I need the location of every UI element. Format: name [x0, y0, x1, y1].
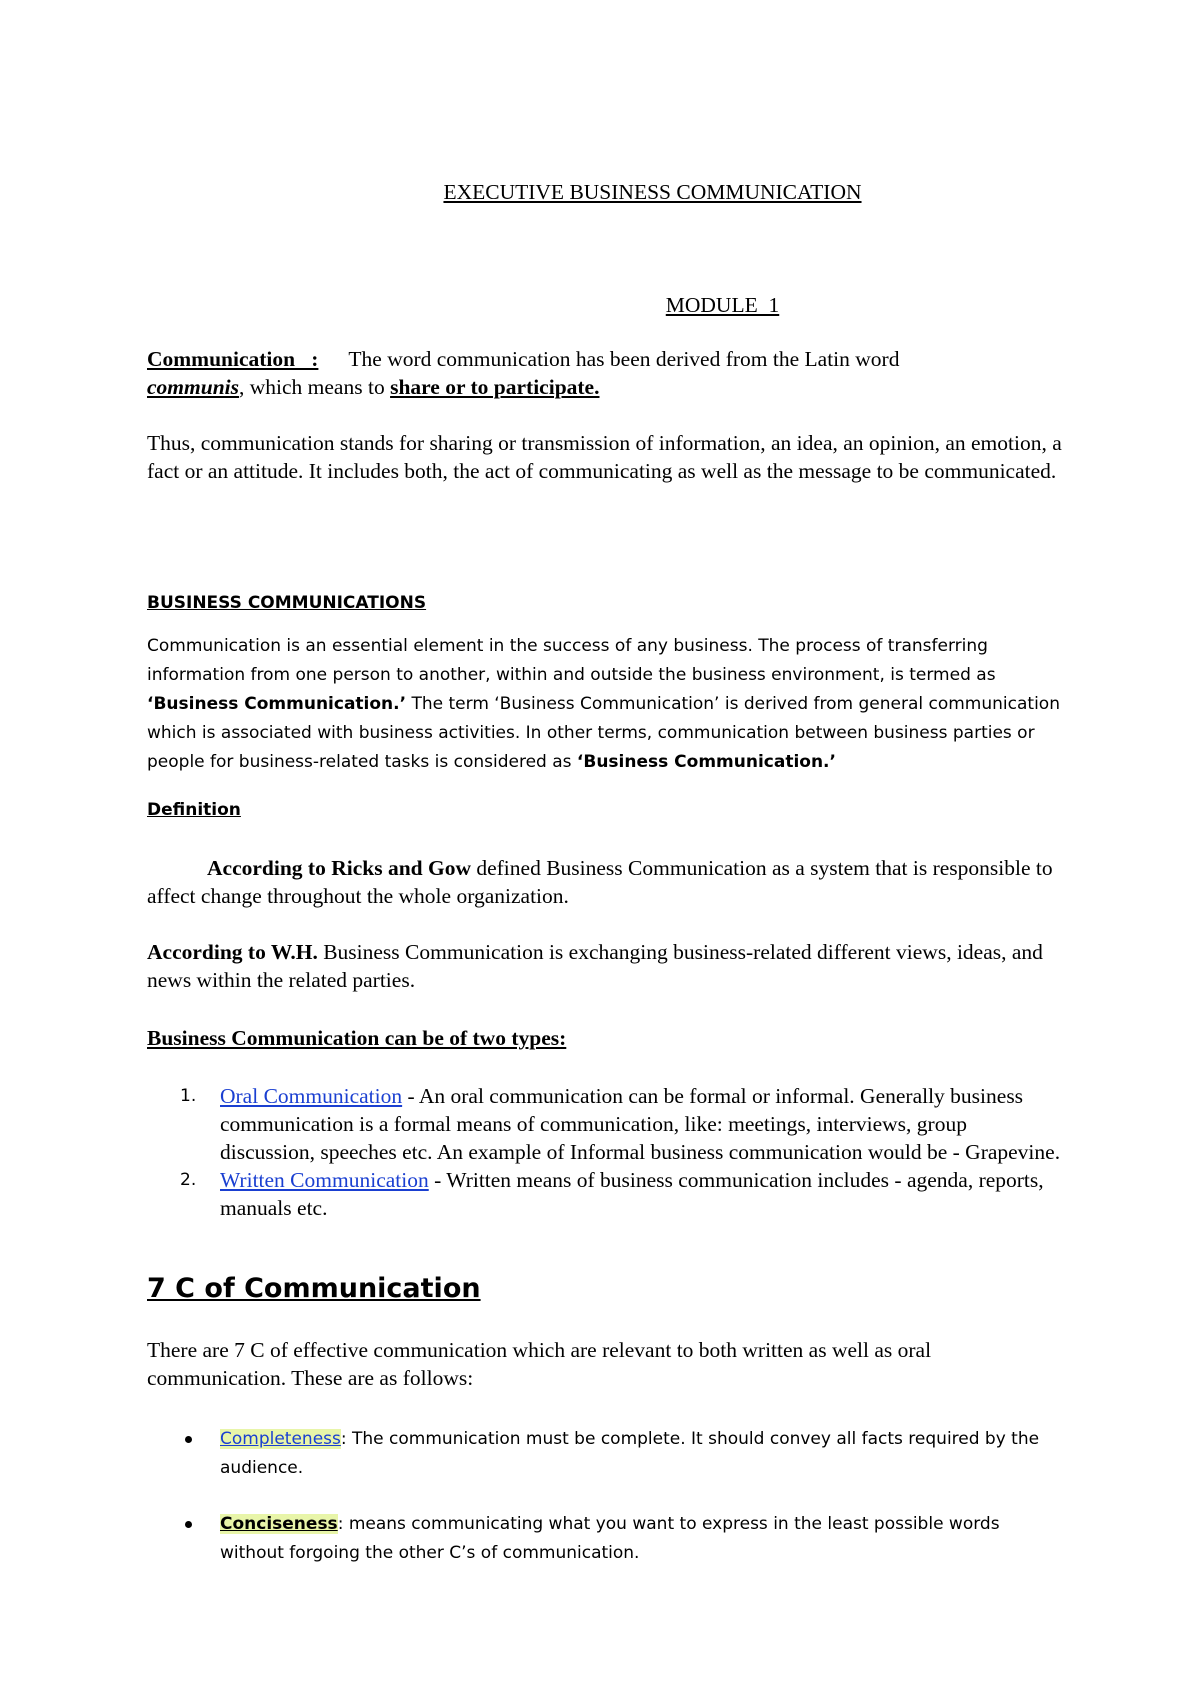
thus-paragraph: Thus, communication stands for sharing or transmission of information, an idea, an opinion, an emotion, a fact or an attitude. It includes both, the act of communicating as well as the message to be communicated.	[147, 431, 1062, 483]
intro-paragraph	[147, 345, 1067, 401]
latin-word: communis	[147, 375, 239, 399]
list-item	[147, 1082, 1067, 1166]
list-item	[147, 1166, 1067, 1222]
written-communication-text: - Written means of business communication includes - agenda, reports, manuals etc.	[220, 1168, 1044, 1220]
def1-lead: According to Ricks and Gow	[207, 856, 471, 880]
definition-ricks-gow	[147, 854, 1067, 910]
oral-communication-text: - An oral communication can be formal or informal. Generally business communication is a formal means of communication, like: meetings, interviews, group discussion, speeches etc. An example of Informal business communication would be - Grapevine.	[220, 1084, 1061, 1164]
list-number: 1.	[180, 1086, 197, 1106]
seven-c-list-2	[147, 1510, 1067, 1568]
bc-quote-1: ‘Business Communication.’	[147, 694, 407, 714]
intro-text-1: The word communication has been derived from the Latin word	[348, 347, 900, 371]
completeness-text: : The communication must be complete. It should convey all facts required by the audience.	[220, 1429, 1040, 1478]
conciseness-term: Conciseness	[220, 1514, 338, 1534]
bc-text-1: Communication is an essential element in the success of any business. The process of transferring information from one person to another, within and outside the business environment, is termed as	[147, 636, 996, 685]
bullet-icon	[185, 1436, 192, 1443]
def1-text: defined Business Communication as a system that is responsible to affect change throughout the whole organization.	[147, 856, 1053, 908]
list-item	[147, 1425, 1067, 1483]
oral-communication-link[interactable]: Oral Communication	[220, 1084, 403, 1108]
written-communication-link[interactable]: Written Communication	[220, 1168, 429, 1192]
conciseness-text: : means communicating what you want to express in the least possible words without forgoing the other C’s of communication.	[220, 1514, 1000, 1563]
intro-text-2: , which means to	[239, 375, 391, 399]
def2-text: Business Communication is exchanging business-related different views, ideas, and news within the related parties.	[147, 940, 1043, 992]
list-number: 2.	[180, 1170, 197, 1190]
meaning-text: share or to participate.	[390, 375, 600, 399]
completeness-link[interactable]: Completeness	[220, 1429, 341, 1449]
module-title: MODULE 1	[665, 293, 780, 317]
bc-quote-2: ‘Business Communication.’	[576, 752, 836, 772]
types-heading: Business Communication can be of two types:	[147, 1026, 567, 1050]
definition-heading: Definition	[147, 800, 241, 820]
communication-term: Communication :	[147, 347, 319, 371]
business-communications-paragraph	[147, 632, 1067, 777]
definition-wh	[147, 938, 1067, 994]
business-communications-heading: BUSINESS COMMUNICATIONS	[147, 593, 427, 613]
seven-c-heading: 7 C of Communication	[147, 1273, 481, 1304]
bullet-icon	[185, 1521, 192, 1528]
bc-text-2: The term ‘Business Communication’ is derived from general communication which is associated with business activities. In other terms, communication between business parties or people for business-related tasks is considered as	[147, 694, 1060, 772]
def2-lead: According to W.H.	[147, 940, 318, 964]
document-title: EXECUTIVE BUSINESS COMMUNICATION	[443, 180, 862, 204]
list-item	[147, 1510, 1067, 1568]
seven-c-list-1	[147, 1425, 1067, 1483]
seven-c-intro: There are 7 C of effective communication which are relevant to both written as well as oral communication. These are as follows:	[147, 1338, 932, 1390]
types-list	[147, 1082, 1067, 1222]
